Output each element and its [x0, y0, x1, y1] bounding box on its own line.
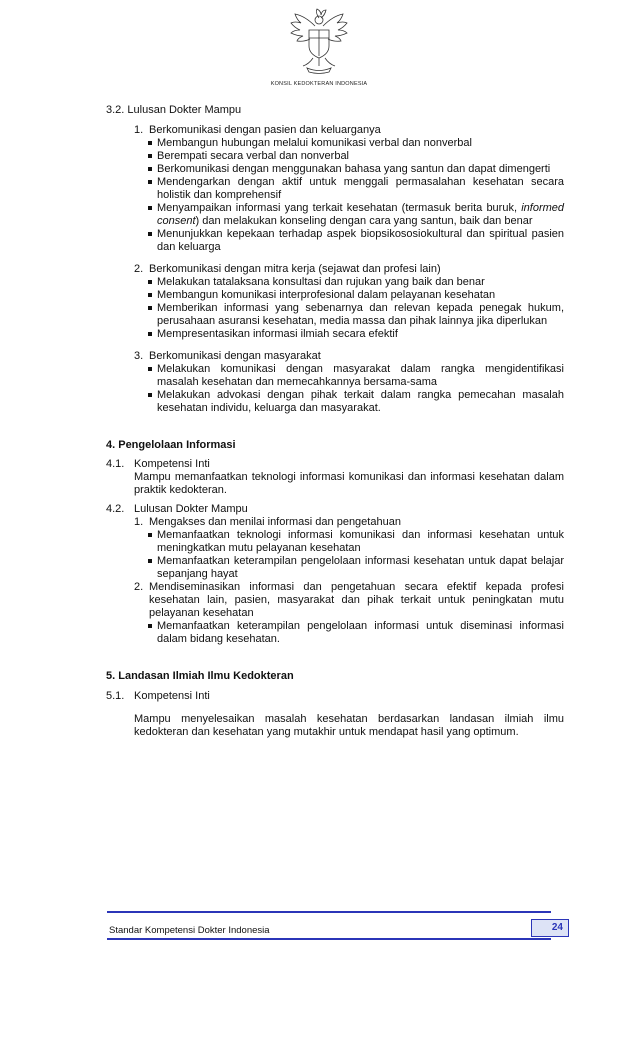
section-3-2-title: 3.2. Lulusan Dokter Mampu [106, 104, 242, 116]
list-item: Melakukan komunikasi dengan masyarakat dalam rangka mengidentifikasi masalah kesehatan dan memecahkannya bersama-sama [106, 363, 564, 389]
group-4-2-2 [106, 581, 564, 620]
subsection-4-2 [106, 503, 564, 516]
list-item: Memanfaatkan keterampilan pengelolaan informasi kesehatan untuk dapat belajar sepanjang hayat [106, 555, 564, 581]
group-title: Berkomunikasi dengan masyarakat [149, 350, 321, 362]
list-item: Berkomunikasi dengan menggunakan bahasa yang santun dan dapat dimengerti [106, 163, 564, 176]
list-item: Memanfaatkan teknologi informasi komunikasi dan informasi kesehatan untuk meningkatkan mutu pelayanan kesehatan [106, 529, 564, 555]
garuda-emblem-icon [279, 8, 359, 80]
section-4-title: 4. Pengelolaan Informasi [106, 439, 236, 451]
group-title: Mengakses dan menilai informasi dan pengetahuan [149, 516, 401, 528]
subsection-4-1 [106, 458, 564, 471]
group-title: Mendiseminasikan informasi dan pengetahuan secara efektif kepada profesi kesehatan lain, pasien, masyarakat dan pihak terkait untuk peningkatan mutu pelayanan kesehatan [149, 581, 564, 619]
subsection-title: Kompetensi Inti [134, 690, 210, 702]
list-item: Membangun hubungan melalui komunikasi verbal dan nonverbal [106, 137, 564, 150]
group-number: 2. [134, 581, 144, 593]
group-3-2-3 [106, 350, 564, 363]
list-item: Berempati secara verbal dan nonverbal [106, 150, 564, 163]
paragraph: Mampu memanfaatkan teknologi informasi komunikasi dan informasi kesehatan dalam praktik kedokteran. [134, 471, 564, 496]
section-5-title: 5. Landasan Ilmiah Ilmu Kedokteran [106, 670, 294, 682]
group-3-2-2 [106, 263, 564, 276]
subsection-number: 4.1. [106, 458, 125, 470]
list-item: Menyampaikan informasi yang terkait kesehatan (termasuk berita buruk, informed consent) dan melakukan konseling dengan cara yang santun, baik dan benar [106, 202, 564, 228]
list-item: Menunjukkan kepekaan terhadap aspek biopsikososiokultural dan spiritual pasien dan keluarga [106, 228, 564, 254]
list-item: Memanfaatkan keterampilan pengelolaan informasi untuk diseminasi informasi dalam bidang kesehatan. [106, 620, 564, 646]
group-4-2-1 [106, 516, 564, 529]
page-number: 24 [531, 919, 569, 937]
group-number: 2. [134, 263, 144, 275]
group-title: Berkomunikasi dengan mitra kerja (sejawat dan profesi lain) [149, 263, 441, 275]
list-item: Melakukan tatalaksana konsultasi dan rujukan yang baik dan benar [106, 276, 564, 289]
list-item: Mempresentasikan informasi ilmiah secara efektif [106, 328, 564, 341]
subsection-title: Kompetensi Inti [134, 458, 210, 470]
list-item: Melakukan advokasi dengan pihak terkait dalam rangka pemecahan masalah kesehatan individu, keluarga dan masyarakat. [106, 389, 564, 415]
footer-bottom-rule [107, 938, 551, 940]
list-item: Membangun komunikasi interprofesional dalam pelayanan kesehatan [106, 289, 564, 302]
group-number: 1. [134, 124, 144, 136]
list-item: Mendengarkan dengan aktif untuk menggali permasalahan kesehatan secara holistik dan komprehensif [106, 176, 564, 202]
subsection-5-1 [106, 690, 564, 703]
paragraph: Mampu menyelesaikan masalah kesehatan berdasarkan landasan ilmiah ilmu kedokteran dan kesehatan yang mutakhir untuk mendapat hasil yang optimum. [134, 713, 564, 738]
organization-name: KONSIL KEDOKTERAN INDONESIA [270, 81, 368, 87]
subsection-title: Lulusan Dokter Mampu [134, 503, 248, 515]
list-item: Memberikan informasi yang sebenarnya dan relevan kepada penegak hukum, perusahaan asuransi kesehatan, media massa dan pihak lainnya jika diperlukan [106, 302, 564, 328]
subsection-number: 4.2. [106, 503, 125, 515]
subsection-number: 5.1. [106, 690, 125, 702]
group-number: 3. [134, 350, 144, 362]
group-number: 1. [134, 516, 144, 528]
page-header [0, 8, 638, 91]
italic-term: informed consent [157, 202, 564, 227]
footer-top-rule [107, 911, 551, 913]
group-title: Berkomunikasi dengan pasien dan keluarganya [149, 124, 381, 136]
group-3-2-1 [106, 124, 564, 137]
footer-title: Standar Kompetensi Dokter Indonesia [109, 925, 270, 936]
document-body [106, 104, 564, 739]
